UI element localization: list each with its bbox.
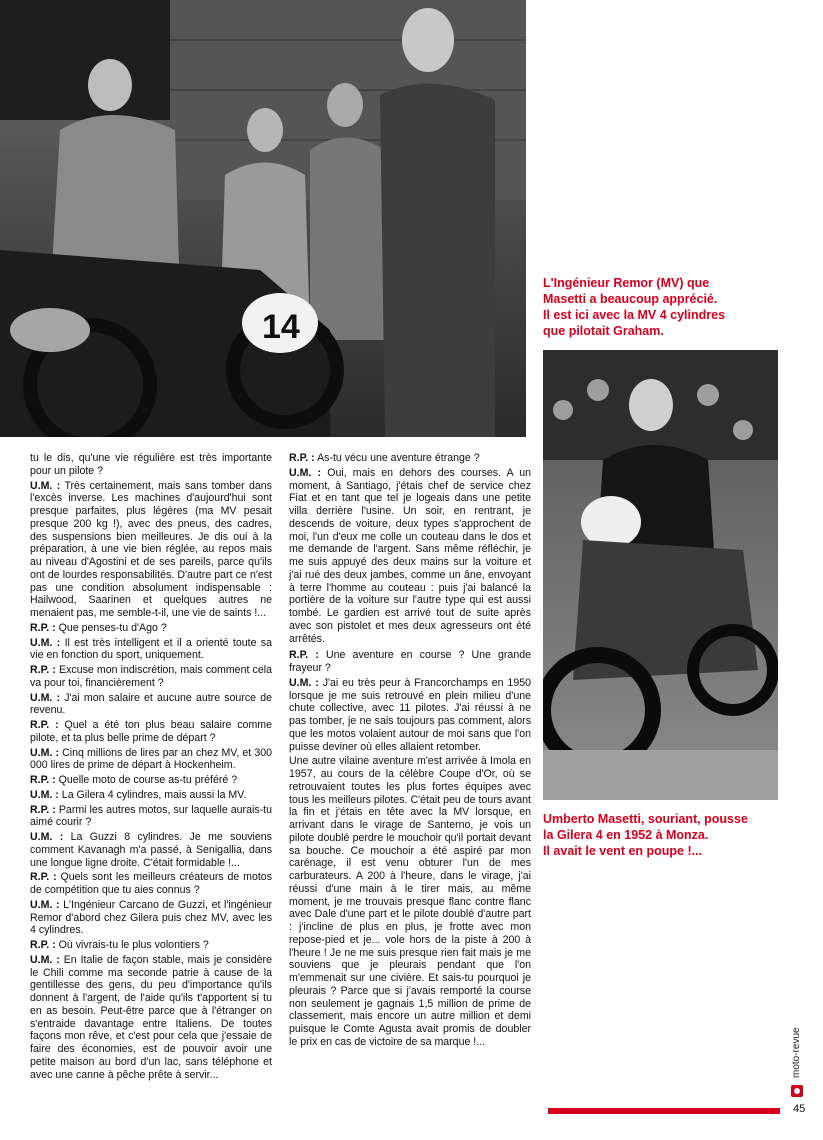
paragraph: U.M. : En Italie de façon stable, mais je considère le Chili comme ma seconde patrie à cause de la gentillesse des gens, du peu d'importance qu'ils donnent à l'argent, de l'aide qu'ils t'apportent si tu en as besoin. Peut-être parce que à l'étranger on s'entraide davantage entre Italiens. De toutes façons mon rêve, et c'est pour cela que j'essaie de faire des économies, est de pouvoir avoir une petite maison au bord d'un lac, sans téléphone et avec une canne à pêche prête à servir... [30,953,272,1081]
brand-name: moto-revue [791,1027,802,1078]
paragraph: U.M. : La Guzzi 8 cylindres. Je me souviens comment Kavanagh m'a passé, à Senigallia, dans une longue ligne droite. C'était formidable !... [30,831,272,869]
footer-accent-bar [548,1108,780,1114]
paragraph: R.P. : Que penses-tu d'Ago ? [30,621,167,634]
paragraph: U.M. : L'Ingénieur Carcano de Guzzi, et l'ingénieur Remor d'abord chez Gilera puis chez MV, avec les 4 cylindres. [30,898,272,937]
caption-remor: L'Ingénieur Remor (MV) que Masetti a beaucoup apprécié. Il est ici avec la MV 4 cylindres que pilotait Graham. [543,276,726,338]
paragraph: R.P. : Excuse mon indiscrétion, mais comment cela va pour toi, financièrement ? [30,664,272,689]
paragraph: U.M. : Oui, mais en dehors des courses. A un moment, à Santiago, j'étais chef de service chez Fiat et en tant que tel je logeais dans une petite villa derrière l'usine. Un soir, en rentrant, je descends de voiture, deux types s'approchent de moi, l'un d'eux me colle un couteau dans le dos et me demande de l'argent. Sans même réfléchir, je me suis appuyé des deux mains sur la voiture et j'ai rué des deux jambes, comme un âne, envoyant à terre l'homme au couteau : puis j'ai balancé la portière de la voiture sur l'autre type qui est aussi tombé. Le gardien est arrivé tout de suite après avec son pistolet et mes deux agresseurs ont été arrêtés. [289,466,531,645]
paragraph: R.P. : Quels sont les meilleurs créateurs de motos de compétition que tu aies connus ? [30,871,272,896]
paragraph: U.M. : J'ai mon salaire et aucune autre source de revenu. [30,691,272,717]
caption-masetti: Umberto Masetti, souriant, pousse la Gilera 4 en 1952 à Monza. Il avait le vent en poupe !... [543,812,748,858]
paragraph: U.M. : J'ai eu très peur à Francorchamps en 1950 lorsque je me suis retrouvé en plein milieu d'une chute collective, avec 11 pilotes. J'ai réussi à ne pas tomber, je ne sais toujours pas comment, alors que les motos volaient autour de moi sans que l'on puisse deviner où elles allaient retomber. [289,676,531,753]
paragraph: R.P. : Quel a été ton plus beau salaire comme pilote, et ta plus belle prime de départ ? [30,719,272,744]
race-number: 14 [262,308,300,346]
photo-masetti-gilera [543,350,778,800]
photo-remor-mv-icon [0,0,526,437]
photo-masetti-gilera-icon [543,350,778,800]
paragraph: Une autre vilaine aventure m'est arrivée à Imola en 1957, au cours de la célèbre Coupe d'Or, où se retrouvaient toutes les plus fortes équipes avec tous les meilleurs pilotes. C'était peu de tours avant la fin et j'étais en tête avec la MV lorsque, en arrivant dans le virage de Santerno, je vois un pilote doublé perdre le mouchoir qu'il portait devant sa bouche. Ce mouchoir a été aspiré par mon carénage, il est venu obturer l'un de mes carburateurs. A 200 à l'heure, dans le virage, j'ai réussi d'une main à le tirer mais, au même moment, je me trouvais presque flanc contre flanc avec Dale d'une part et le pilote doublé d'autre part : j'incline de plus en plus, je frotte avec mon repose-pied et je... vole hors de la piste à 200 à l'heure ! Je ne me suis presque rien fait mais je me souviens que je pleurais pendant que l'on m'emmenait sur une civière. Et sais-tu pourquoi je pleurais ? Parce que si j'avais remporté la course non seulement je gagnais 1,5 million de prime de classement, mais encore un autre million et demi puisque le Comte Agusta avait promis de doubler le prix en cas de victoire de sa marque !... [289,755,531,1048]
paragraph: tu le dis, qu'une vie régulière est très importante pour un pilote ? [30,452,272,477]
photo-remor-mv [0,0,526,437]
paragraph: U.M. : Cinq millions de lires par an chez MV, et 300 000 lires de prime de départ à Hockenheim. [30,746,272,772]
paragraph: U.M. : La Gilera 4 cylindres, mais aussi la MV. [30,788,247,801]
paragraph: R.P. : Parmi les autres motos, sur laquelle aurais-tu aimé courir ? [30,803,272,829]
page-number: 45 [793,1103,806,1115]
paragraph: R.P. : Où vivrais-tu le plus volontiers ? [30,939,209,951]
paragraph: U.M. : Très certainement, mais sans tomber dans l'excès inverse. Les machines d'aujourd'hui sont presque parfaites, plus légères (ma MV pesait presque 200 kg !), avec des pneus, des cadres, des suspensions bien meilleures. Je dis oui à la préparation, à une vie bien réglée, au repos mais au niveau d'Agostini et de ses pareils, parce qu'ils ont de lourdes responsabilités. D'autre part ce n'est pas une condition absolument indispensable : Hailwood, Saarinen et quelques autres ne menaient pas, me semble-t-il, une vie de saints !... [30,479,272,619]
paragraph: U.M. : Il est très intelligent et il a orienté toute sa vie en fonction du sport, uniquement. [30,636,272,662]
text-column-middle [289,452,531,1132]
moto-revue-logo-icon [791,1085,803,1097]
paragraph: R.P. : Une aventure en course ? Une grande frayeur ? [289,649,531,674]
paragraph: R.P. : As-tu vécu une aventure étrange ? [289,452,480,464]
text-column-left [30,452,272,1132]
paragraph: R.P. : Quelle moto de course as-tu préféré ? [30,774,238,786]
